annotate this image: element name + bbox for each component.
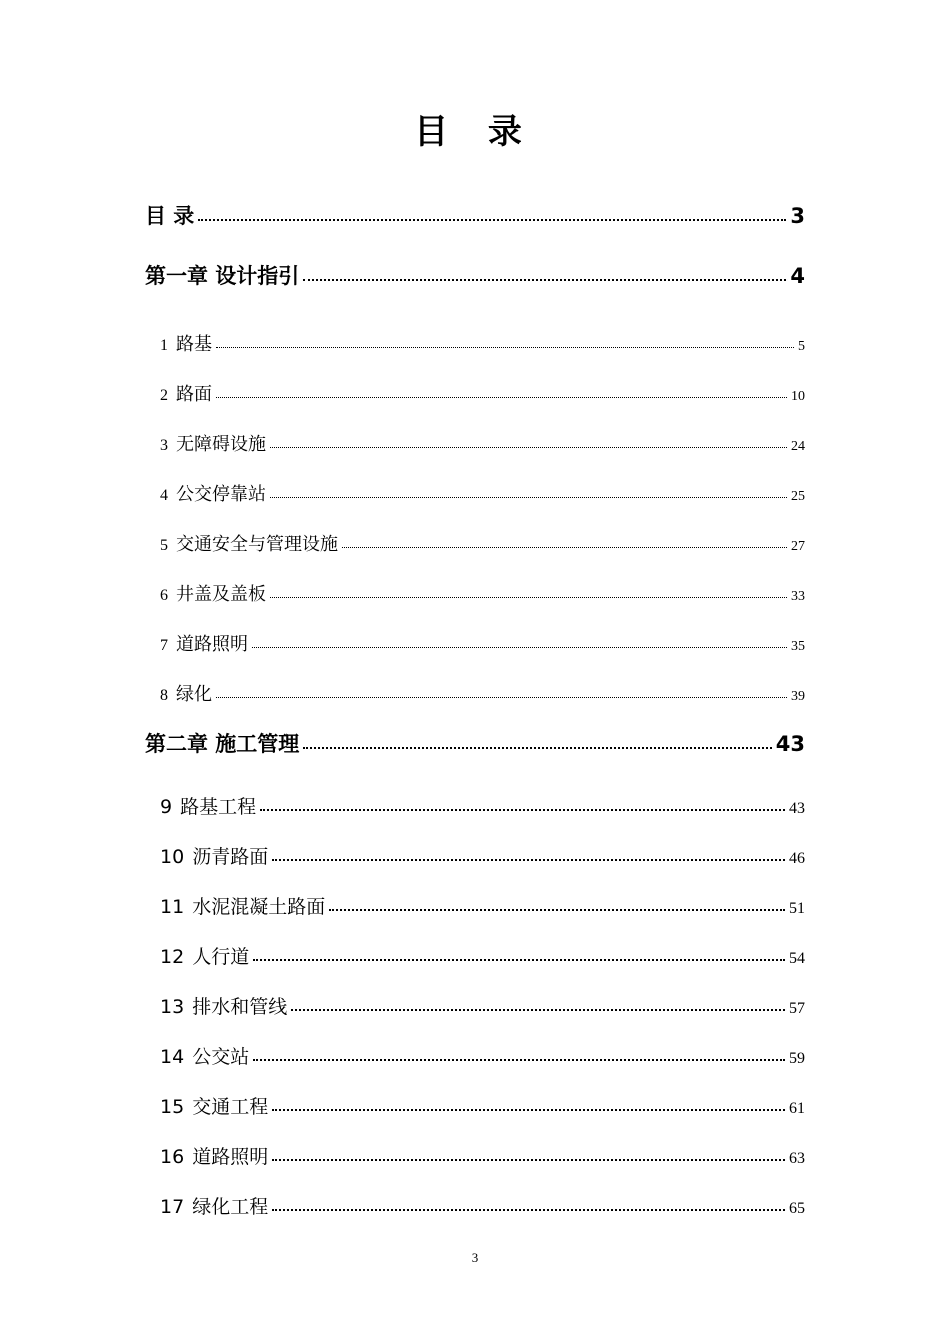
toc-entry-section-14[interactable]: [160, 1042, 805, 1069]
toc-entry-text: 道路照明: [176, 634, 248, 655]
toc-entry-page: 51: [789, 900, 805, 917]
toc-entry-section-1[interactable]: [160, 330, 805, 356]
toc-entry-page: 3: [790, 204, 805, 228]
toc-entry-number: 2: [160, 387, 168, 404]
toc-entry-number: 16: [160, 1146, 185, 1168]
toc-entry-text: 路面: [176, 384, 212, 405]
toc-entry-page: 35: [791, 639, 805, 654]
toc-entry-number: 5: [160, 537, 168, 554]
page-title: 目 录: [414, 112, 536, 152]
toc-leader-dots: [272, 1109, 785, 1111]
toc-entry-section-12[interactable]: [160, 942, 805, 969]
toc-entry-number: 7: [160, 637, 168, 654]
toc-entry-section-17[interactable]: [160, 1192, 805, 1219]
toc-entry-number: 9: [160, 796, 173, 818]
toc-entry-text: 路基: [176, 334, 212, 355]
toc-leader-dots: [270, 497, 787, 498]
toc-entry-page: 33: [791, 589, 805, 604]
toc-entry-text: 绿化工程: [192, 1196, 269, 1218]
toc-leader-dots: [329, 909, 785, 911]
toc-entry-number: 13: [160, 996, 185, 1018]
toc-entry-text: 绿化: [176, 684, 212, 705]
toc-leader-dots: [270, 447, 787, 448]
toc-entry-section-15[interactable]: [160, 1092, 805, 1119]
toc-leader-dots: [272, 859, 785, 861]
toc-entry-text: 路基工程: [180, 796, 257, 818]
toc-entry-text: 公交站: [192, 1046, 250, 1068]
toc-leader-dots: [272, 1209, 785, 1211]
toc-entry-number: 10: [160, 846, 185, 868]
toc-entry-page: 5: [798, 339, 805, 354]
toc-entry-number: 3: [160, 437, 168, 454]
toc-entry-number: 14: [160, 1046, 185, 1068]
toc-entry-page: 24: [791, 439, 805, 454]
toc-entry-chapter-1[interactable]: [145, 260, 805, 290]
toc-leader-dots: [303, 747, 771, 749]
toc-entry-text: 公交停靠站: [176, 484, 266, 505]
toc-leader-dots: [198, 219, 786, 221]
toc-entry-number: 8: [160, 687, 168, 704]
toc-entry-page: 65: [789, 1200, 805, 1217]
toc-entry-number: 15: [160, 1096, 185, 1118]
toc-leader-dots: [303, 279, 786, 281]
toc-entry-section-8[interactable]: [160, 680, 805, 706]
toc-entry-section-2[interactable]: [160, 380, 805, 406]
toc-entry-page: 46: [789, 850, 805, 867]
toc-leader-dots: [342, 547, 787, 548]
toc-entry-page: 27: [791, 539, 805, 554]
toc-entry-page: 43: [789, 800, 805, 817]
toc-entry-text: 排水和管线: [192, 996, 288, 1018]
toc-entry-text: 目 录: [145, 204, 195, 228]
toc-entry-section-9[interactable]: [160, 792, 805, 819]
toc-leader-dots: [216, 347, 794, 348]
toc-entry-page: 63: [789, 1150, 805, 1167]
toc-entry-page: 43: [775, 732, 805, 756]
toc-entry-text: 第二章 施工管理: [145, 732, 300, 756]
toc-entry-section-6[interactable]: [160, 580, 805, 606]
toc-entry-text: 水泥混凝土路面: [192, 896, 326, 918]
toc-entry-page: 59: [789, 1050, 805, 1067]
toc-entry-section-4[interactable]: [160, 480, 805, 506]
toc-entry-text: 井盖及盖板: [176, 584, 266, 605]
toc-entry-number: 1: [160, 337, 168, 354]
toc-entry-number: 4: [160, 487, 168, 504]
toc-entry-chapter-2[interactable]: [145, 728, 805, 758]
toc-entry-page: 25: [791, 489, 805, 504]
toc-entry-text: 沥青路面: [192, 846, 269, 868]
toc-leader-dots: [216, 397, 787, 398]
toc-leader-dots: [253, 959, 785, 961]
toc-leader-dots: [253, 1059, 785, 1061]
toc-entry-section-10[interactable]: [160, 842, 805, 869]
toc-entry-text: 道路照明: [192, 1146, 269, 1168]
toc-entry-page: 61: [789, 1100, 805, 1117]
toc-leader-dots: [260, 809, 785, 811]
toc-entry-text: 第一章 设计指引: [145, 264, 300, 288]
toc-entry-number: 17: [160, 1196, 185, 1218]
toc-entry-section-13[interactable]: [160, 992, 805, 1019]
toc-leader-dots: [252, 647, 787, 648]
toc-entry-page: 39: [791, 689, 805, 704]
toc-entry-text: 交通工程: [192, 1096, 269, 1118]
toc-entry-section-16[interactable]: [160, 1142, 805, 1169]
toc-entry-text: 无障碍设施: [176, 434, 266, 455]
toc-entry-section-11[interactable]: [160, 892, 805, 919]
toc-leader-dots: [291, 1009, 785, 1011]
toc-entry-text: 人行道: [192, 946, 250, 968]
toc-entry-number: 12: [160, 946, 185, 968]
toc-entry-page: 57: [789, 1000, 805, 1017]
toc-entry-section-3[interactable]: [160, 430, 805, 456]
toc-entry-number: 11: [160, 896, 185, 918]
toc-entry-page: 10: [791, 389, 805, 404]
toc-leader-dots: [272, 1159, 785, 1161]
page-number: 3: [471, 1250, 479, 1265]
toc-entry-section-7[interactable]: [160, 630, 805, 656]
toc-entry-contents[interactable]: [145, 200, 805, 230]
toc-entry-page: 54: [789, 950, 805, 967]
toc-leader-dots: [216, 697, 787, 698]
toc-entry-section-5[interactable]: [160, 530, 805, 556]
toc-entry-page: 4: [790, 264, 805, 288]
toc-leader-dots: [270, 597, 787, 598]
toc-entry-number: 6: [160, 587, 168, 604]
toc-entry-text: 交通安全与管理设施: [176, 534, 338, 555]
